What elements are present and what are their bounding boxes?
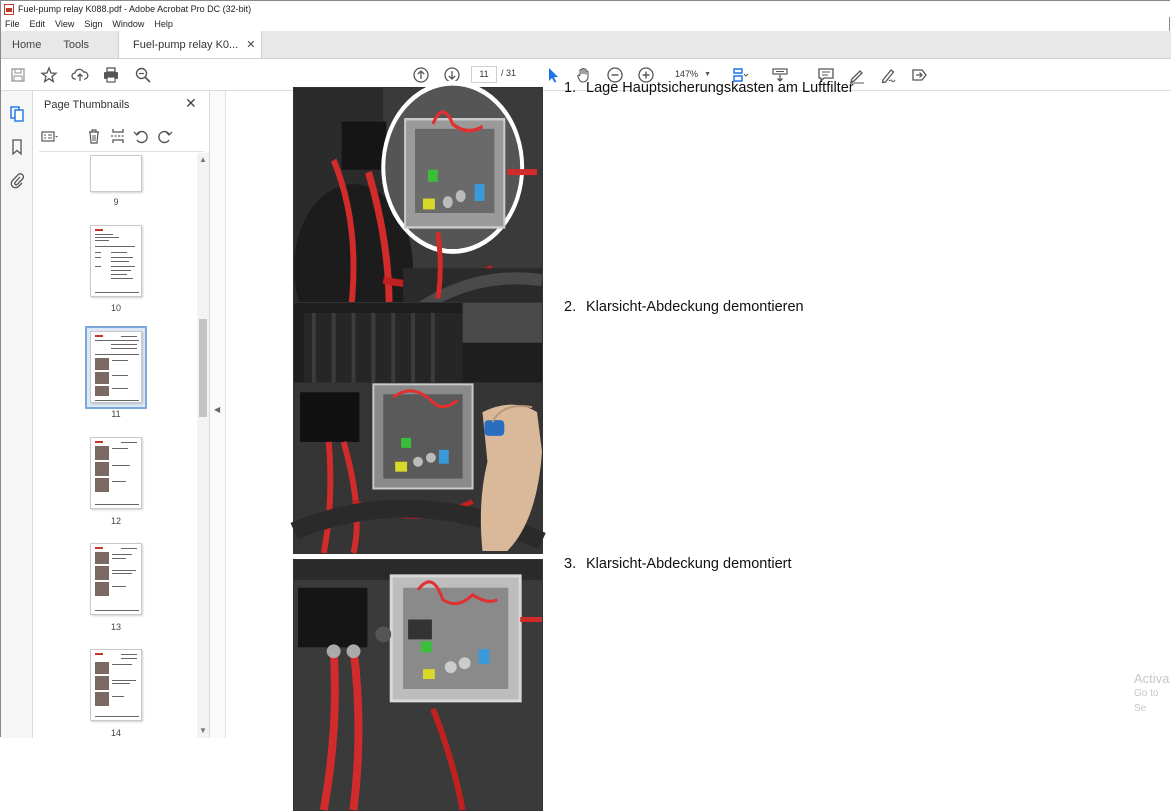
thumbnail-label: 13 xyxy=(110,622,121,632)
panel-title: Page Thumbnails xyxy=(44,99,130,111)
watermark-line-1: Activa xyxy=(1134,671,1170,686)
previous-page-icon[interactable] xyxy=(412,66,430,84)
step-text: Lage Hauptsicherungskasten am Luftfilter xyxy=(586,80,854,96)
scroll-down-icon[interactable]: ▼ xyxy=(199,726,207,735)
print-icon[interactable] xyxy=(102,66,120,84)
rotate-clockwise-icon[interactable] xyxy=(156,127,174,145)
tab-document[interactable] xyxy=(118,31,262,58)
bookmark-icon[interactable] xyxy=(9,139,25,155)
star-icon[interactable] xyxy=(40,66,58,84)
thumbnail-page-11[interactable] xyxy=(90,331,142,403)
menu-view[interactable]: View xyxy=(55,19,75,29)
thumbnail-scrollbar[interactable] xyxy=(197,153,209,738)
share-send-icon[interactable] xyxy=(910,66,928,84)
menu-edit[interactable]: Edit xyxy=(29,19,46,29)
photo-clear-cover-removed xyxy=(293,559,543,811)
thumbnail-page-13[interactable] xyxy=(90,543,142,615)
rotate-counterclockwise-icon[interactable] xyxy=(132,127,150,145)
tab-document-label: Fuel-pump relay K0... xyxy=(133,38,239,51)
step-text: Klarsicht-Abdeckung demontieren xyxy=(586,299,804,315)
tab-close-icon[interactable]: ✕ xyxy=(246,39,256,51)
thumbnail-options-icon[interactable] xyxy=(41,127,59,145)
menu-sign[interactable]: Sign xyxy=(84,19,103,29)
thumbnail-page-9[interactable] xyxy=(90,155,142,192)
step-number: 3. xyxy=(564,556,577,572)
cloud-upload-icon[interactable] xyxy=(71,66,89,84)
collapse-left-icon: ◀ xyxy=(214,405,221,414)
thumbnail-page-12[interactable] xyxy=(90,437,142,509)
scrollbar-thumb[interactable] xyxy=(199,319,207,417)
sign-icon[interactable] xyxy=(879,66,897,84)
panel-divider xyxy=(39,151,204,152)
thumbnail-label: 10 xyxy=(110,303,121,313)
step-number: 2. xyxy=(564,299,577,315)
thumbnail-page-10[interactable] xyxy=(90,225,142,297)
page-thumbnails-icon[interactable] xyxy=(9,106,25,122)
delete-page-icon[interactable] xyxy=(85,127,103,145)
page-count xyxy=(501,68,516,78)
menu-help[interactable]: Help xyxy=(154,19,173,29)
menu-bar xyxy=(1,17,1171,31)
thumbnail-label: 11 xyxy=(111,409,121,419)
thumbnail-toolbar xyxy=(41,127,211,147)
page-thumbnails-panel xyxy=(33,91,210,738)
navigation-rail xyxy=(1,91,33,738)
crop-page-icon[interactable] xyxy=(109,127,127,145)
menu-window[interactable]: Window xyxy=(112,19,145,29)
total-pages: 31 xyxy=(506,68,517,78)
zoom-level-value: 147% xyxy=(675,69,699,79)
watermark-line-2: Go to Se xyxy=(1134,688,1159,714)
acrobat-app-icon xyxy=(4,4,14,15)
step-text: Klarsicht-Abdeckung demontiert xyxy=(586,556,792,572)
tab-bar xyxy=(1,31,1171,59)
tab-home[interactable]: Home xyxy=(12,38,42,51)
activation-watermark xyxy=(1134,671,1170,716)
step-2 xyxy=(564,299,804,315)
save-icon[interactable] xyxy=(9,66,27,84)
thumbnail-label: 12 xyxy=(110,516,121,526)
page-number-input[interactable]: 11 xyxy=(471,66,497,83)
attachment-icon[interactable] xyxy=(9,172,25,188)
document-view[interactable] xyxy=(226,80,1170,738)
title-bar xyxy=(1,1,1171,17)
tab-tools[interactable]: Tools xyxy=(63,38,90,51)
thumbnail-page-14[interactable] xyxy=(90,649,142,721)
chevron-down-icon: ▼ xyxy=(704,71,711,78)
zoom-search-icon[interactable] xyxy=(134,66,152,84)
select-cursor-icon[interactable] xyxy=(544,66,562,84)
thumbnail-label: 14 xyxy=(110,728,121,738)
panel-collapse-handle[interactable] xyxy=(210,91,226,738)
photo-removing-clear-cover xyxy=(293,302,543,554)
page-separator: / xyxy=(501,68,504,78)
thumbnail-label: 9 xyxy=(113,197,119,207)
step-1 xyxy=(564,80,854,96)
step-3 xyxy=(564,556,792,572)
scroll-up-icon[interactable]: ▲ xyxy=(199,155,207,164)
step-number: 1. xyxy=(564,80,577,96)
window-title: Fuel-pump relay K088.pdf - Adobe Acrobat Pro DC (32-bit) xyxy=(18,4,252,14)
menu-file[interactable]: File xyxy=(5,19,20,29)
panel-close-icon[interactable]: ✕ xyxy=(185,95,197,111)
